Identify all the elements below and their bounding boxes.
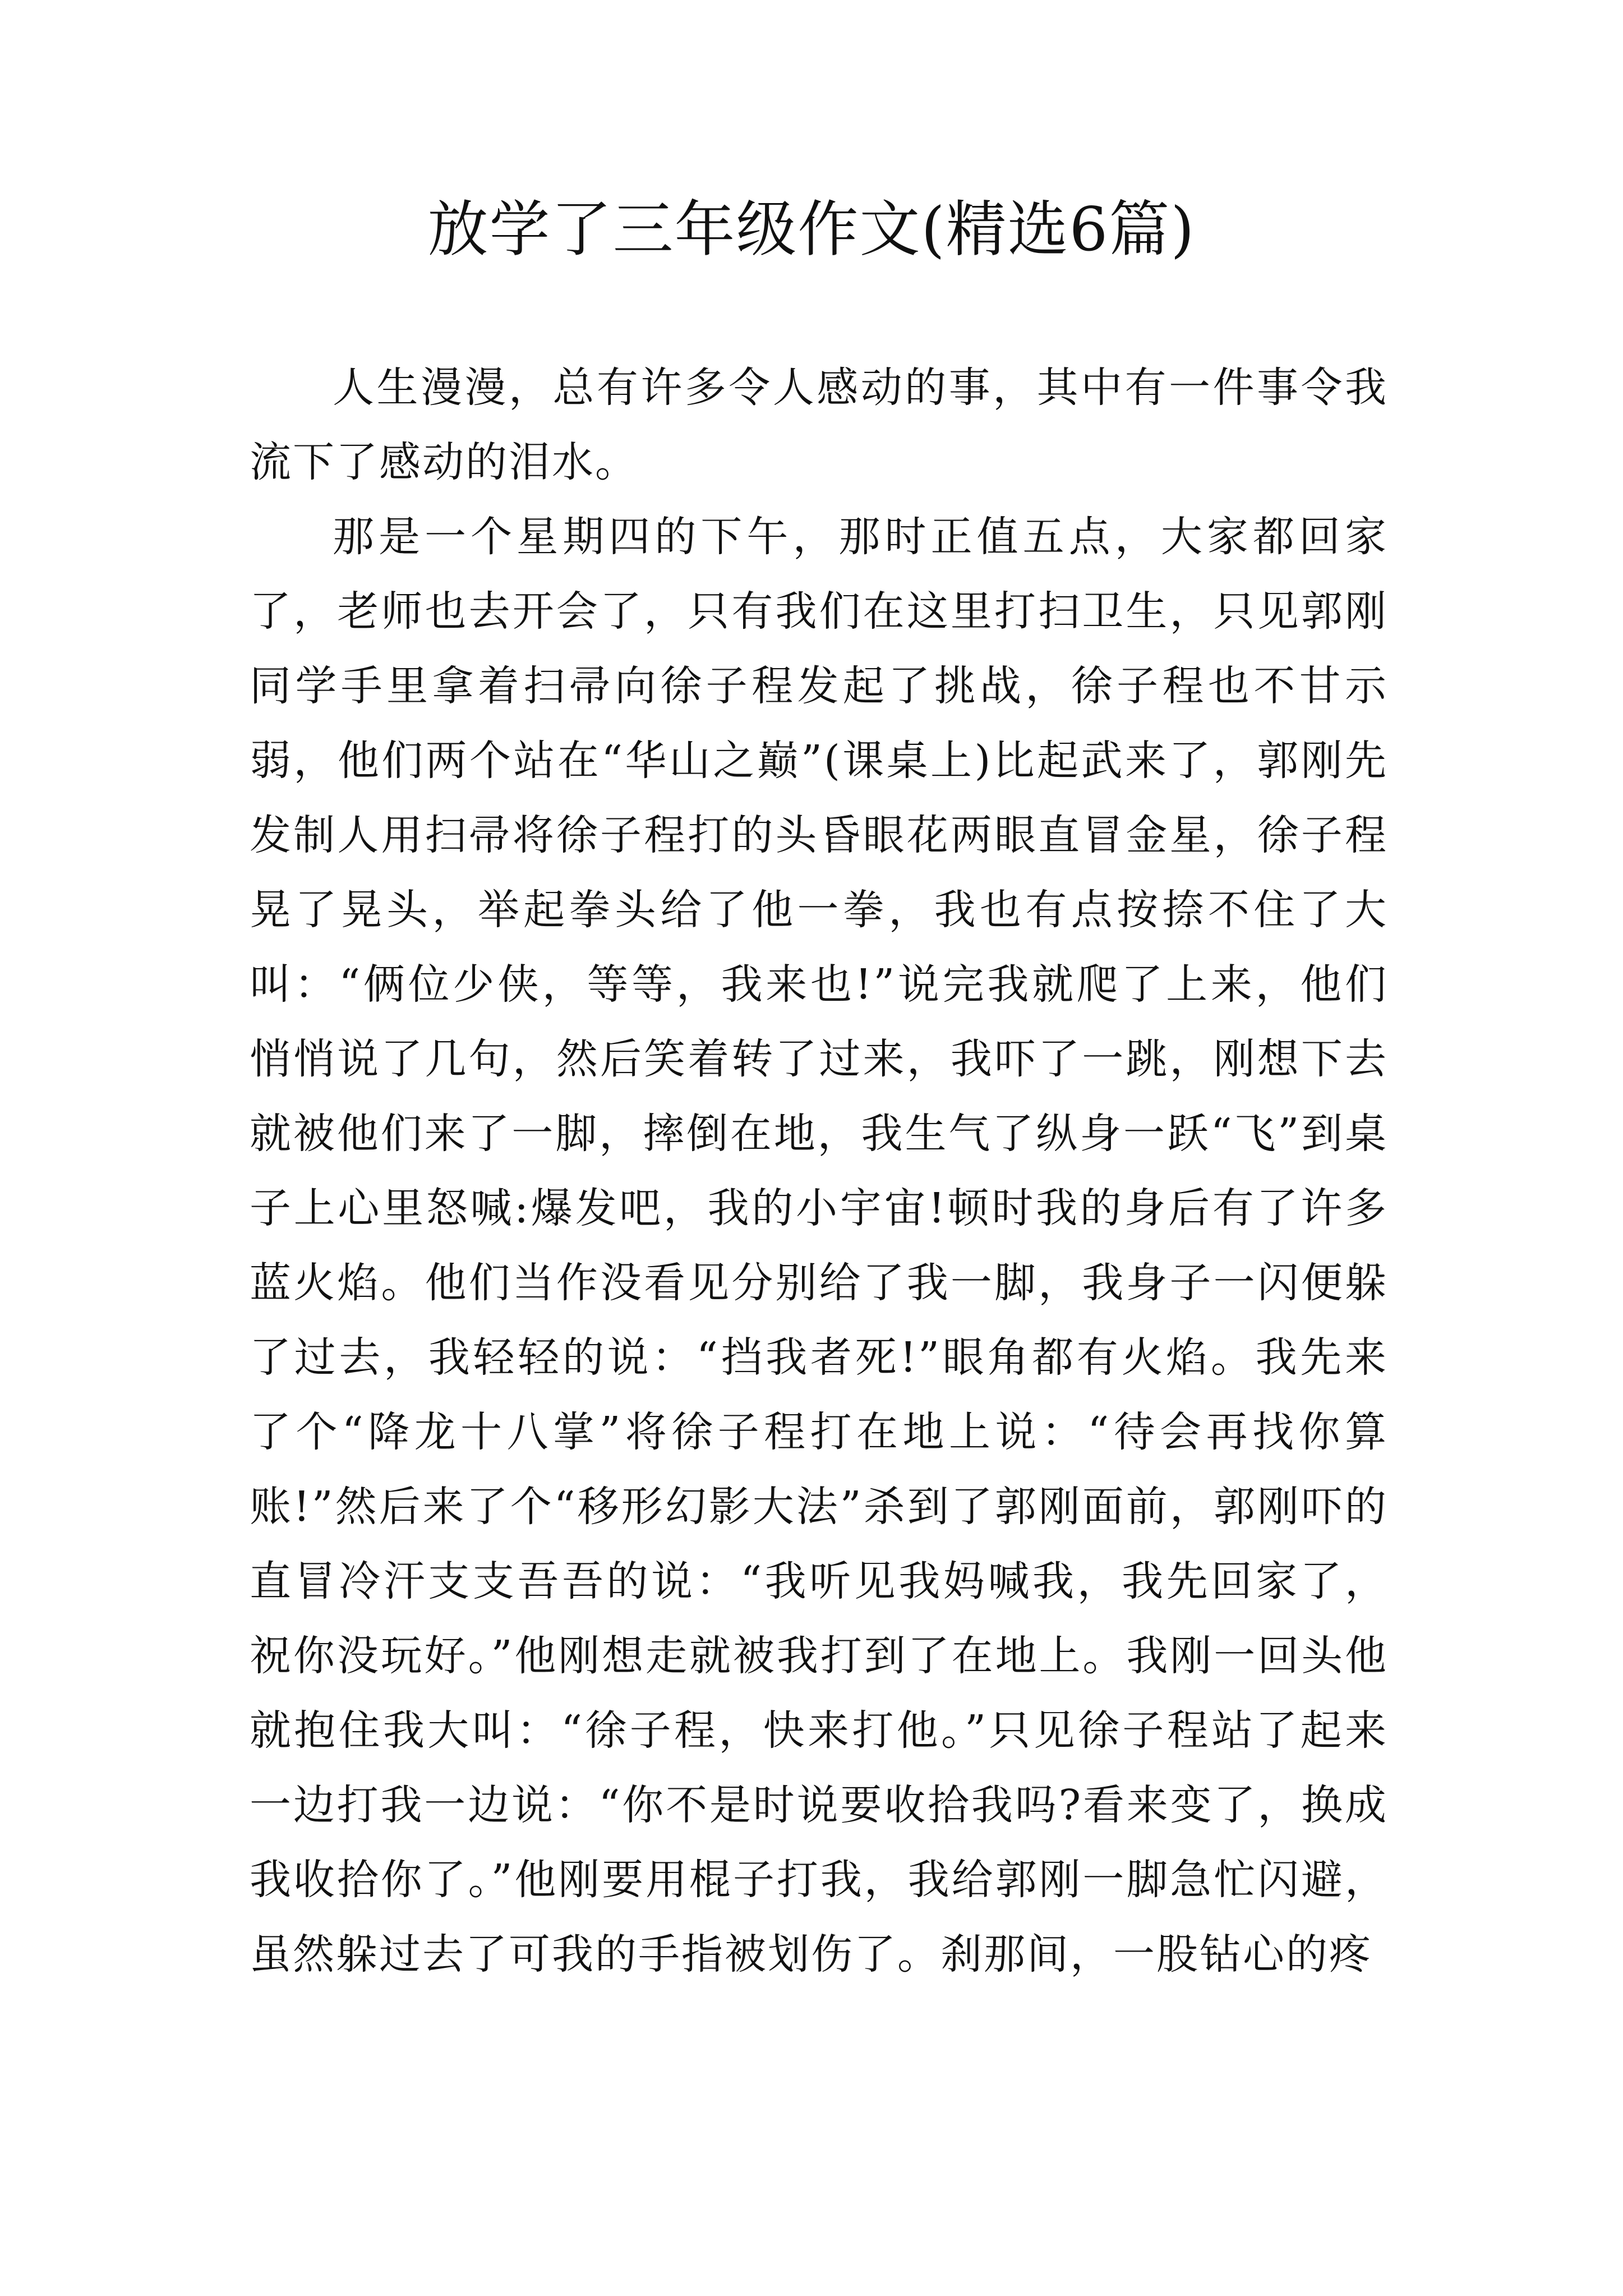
document-body (250, 351, 1388, 1992)
paragraph-2: 那是一个星期四的下午，那时正值五点，大家都回家了，老师也去开会了，只有我们在这里打扫卫生，只见郭刚同学手里拿着扫帚向徐子程发起了挑战，徐子程也不甘示弱，他们两个站在“华山之巅”(课桌上)比起武来了，郭刚先发制人用扫帚将徐子程打的头昏眼花两眼直冒金星，徐子程晃了晃头，举起拳头给了他一拳，我也有点按捺不住了大叫：“俩位少侠，等等，我来也!”说完我就爬了上来，他们悄悄说了几句，然后笑着转了过来，我吓了一跳，刚想下去就被他们来了一脚，摔倒在地，我生气了纵身一跃“飞”到桌子上心里怒喊:爆发吧，我的小宇宙!顿时我的身后有了许多蓝火焰。他们当作没看见分别给了我一脚，我身子一闪便躲了过去，我轻轻的说：“挡我者死!”眼角都有火焰。我先来了个“降龙十八掌”将徐子程打在地上说：“待会再找你算账!”然后来了个“移形幻影大法”杀到了郭刚面前，郭刚吓的直冒冷汗支支吾吾的说：“我听见我妈喊我，我先回家了，祝你没玩好。”他刚想走就被我打到了在地上。我刚一回头他就抱住我大叫：“徐子程，快来打他。”只见徐子程站了起来一边打我一边说：“你不是时说要收拾我吗?看来变了，换成我收拾你了。”他刚要用棍子打我，我给郭刚一脚急忙闪避，虽然躲过去了可我的手指被划伤了。刹那间，一股钻心的疼 (250, 513, 1388, 1978)
paragraph-1: 人生漫漫，总有许多令人感动的事，其中有一件事令我流下了感动的泪水。 (250, 364, 1388, 486)
document-title: 放学了三年级作文(精选6篇) (427, 195, 1196, 265)
